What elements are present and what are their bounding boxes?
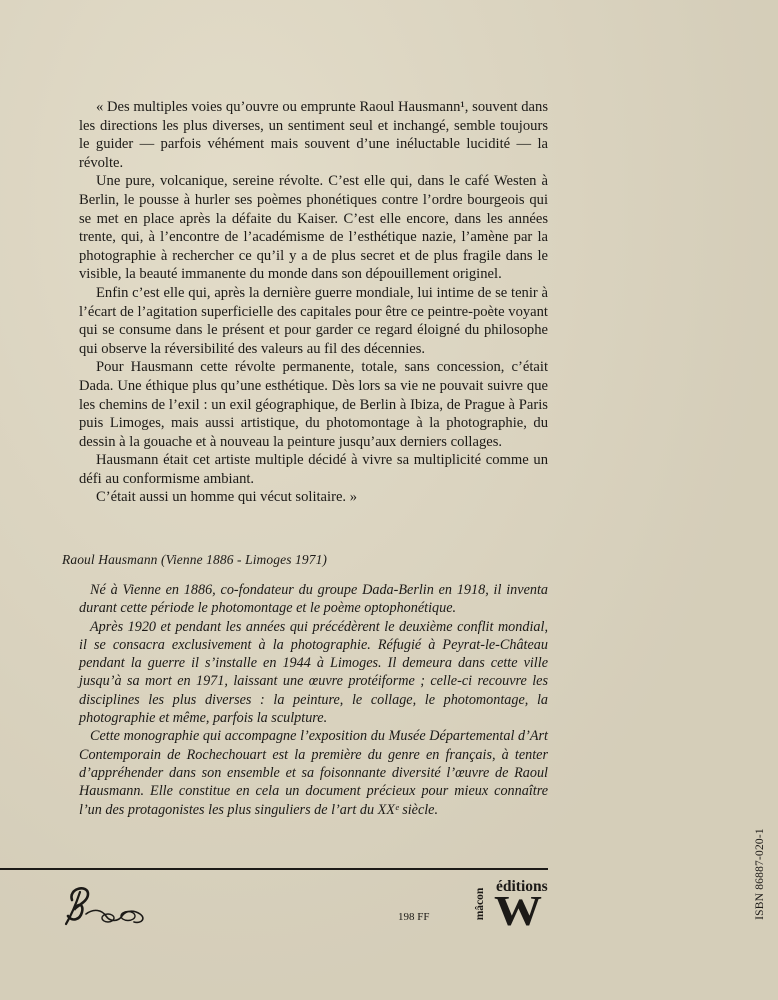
quote-paragraph: Hausmann était cet artiste multiple décidé à vivre sa multiplicité comme un défi au conformisme ambiant.	[79, 452, 548, 487]
bio-paragraph: Cette monographie qui accompagne l’exposition du Musée Départemental d’Art Contemporain de Rochechouart est la première du genre en français, à tenter d’appréhender dans son ensemble et sa foisonnante diversité l’œuvre de Raoul Hausmann. Elle constitue en cela un document précieux pour mieux connaître l’un des protagonistes les plus singuliers de l’art du XXᵉ siècle.	[79, 728, 548, 818]
bio-title: Raoul Hausmann (Vienne 1886 - Limoges 1971)	[62, 552, 328, 567]
footer-rule	[0, 868, 548, 870]
isbn-text: ISBN 86887-020-1	[754, 828, 766, 920]
quote-paragraph: Enfin c’est elle qui, après la dernière guerre mondiale, lui intime de se tenir à l’écart de l’agitation superficielle des capitales pour être ce peintre-poète voyant qui se consume dans le présent et pour garder ce regard éloigné du philosophe qui observe la réversibilité des valeurs au fil des décennies.	[79, 284, 548, 357]
publisher-mark: W	[494, 892, 542, 930]
quote-paragraph: Pour Hausmann cette révolte permanente, totale, sans concession, c’était Dada. Une éthique plus qu’une esthétique. Dès lors sa vie ne pouvait suivre que les chemins de l’exil : un exil géographique, de Berlin à Ibiza, de Prague à Paris puis Limoges, mais aussi artistique, du photomontage à la photographie, du dessin à la gouache et à nouveau la peinture jusqu’aux derniers collages.	[79, 359, 548, 450]
quote-paragraph: C’était aussi un homme qui vécut solitaire. »	[96, 489, 358, 506]
publisher-city	[473, 874, 487, 934]
museum-logo-icon	[58, 880, 150, 932]
quote-paragraph: « Des multiples voies qu’ouvre ou emprunte Raoul Hausmann¹, souvent dans les directions les plus diverses, un sentiment seul et inchangé, semble toujours le guider — parfois véhément mais souvent d’une inéluctable lucidité — la révolte.	[79, 99, 548, 171]
bio-block	[79, 581, 548, 819]
quote-paragraph: Une pure, volcanique, sereine révolte. C’est elle qui, dans le café Westen à Berlin, le pousse à hurler ses poèmes phonétiques contre l’ordre bourgeois qui se met en place après la défaite du Kaiser. C’est elle encore, dans les années trente, qui, à l’encontre de l’académisme de l’esthétique nazie, l’amène par la photographie à rechercher ce qu’il y a de plus secret et de plus fragile dans le visible, la beauté immanente du monde dans son dépouillement originel.	[79, 173, 548, 283]
publisher-logo-icon	[493, 892, 543, 930]
publisher-label: éditions	[496, 878, 548, 895]
isbn	[752, 808, 768, 940]
publisher-city-text: mâcon	[474, 887, 486, 921]
bio-paragraph: Après 1920 et pendant les années qui précédèrent le deuxième conflit mondial, il se consacra exclusivement à la photographie. Réfugié à Peyrat-le-Château pendant la guerre il s’installe en 1944 à Limoges. Il demeura dans cette ville jusqu’à sa mort en 1971, laissant une œuvre protéiforme ; celle-ci recouvre les disciplines les plus diverses : la peinture, le collage, le photomontage, la photographie et même, parfois la sculpture.	[79, 618, 548, 727]
bio-paragraph: Né à Vienne en 1886, co-fondateur du groupe Dada-Berlin en 1918, il inventa durant cette période le photomontage et le poème optophonétique.	[79, 582, 548, 617]
quote-block	[79, 98, 548, 507]
price-label: 198 FF	[398, 911, 430, 923]
